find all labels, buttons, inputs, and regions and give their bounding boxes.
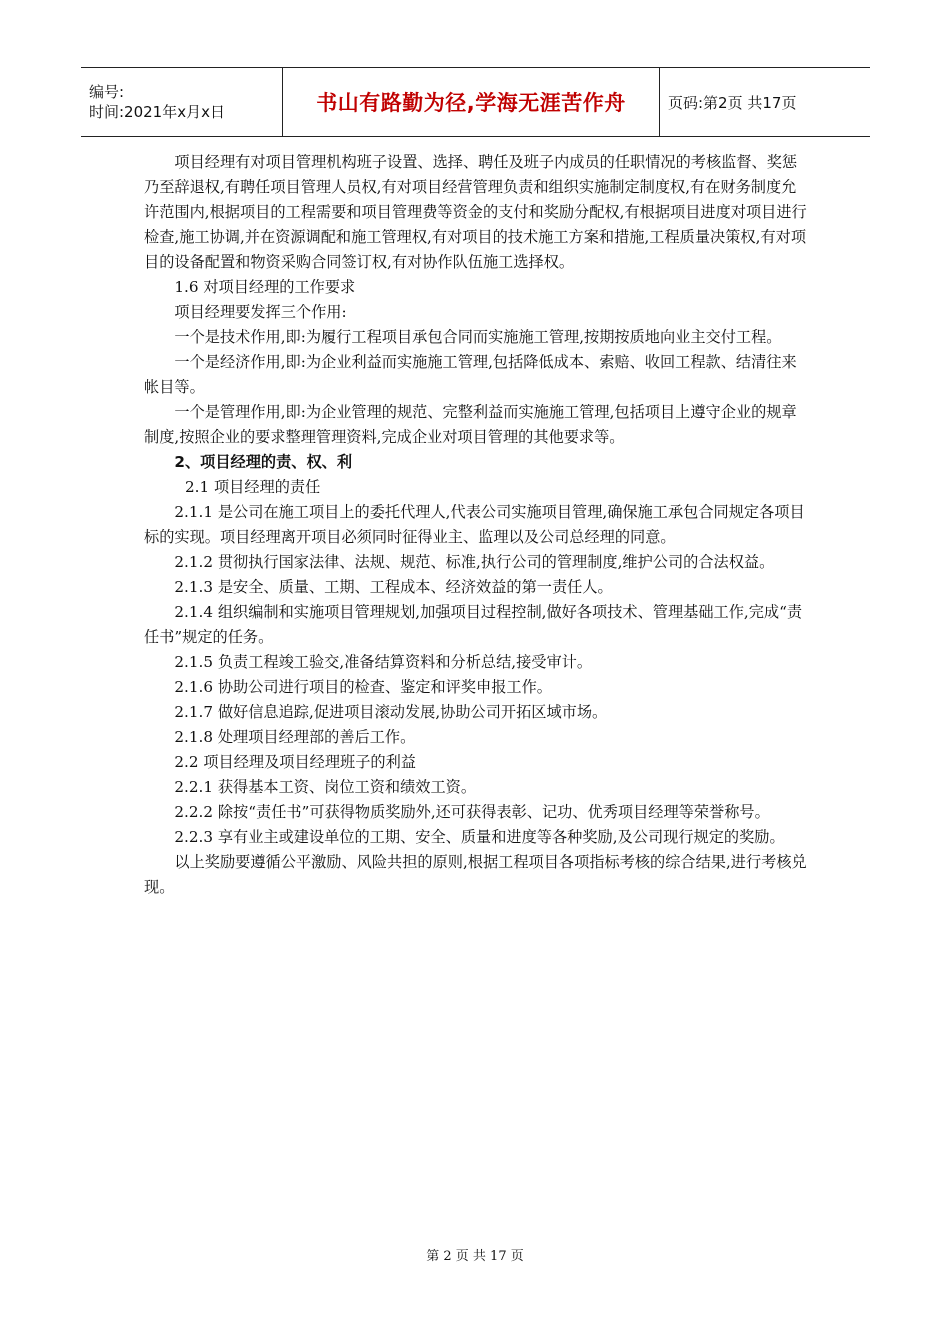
section-1-6-title: 1.6 对项目经理的工作要求 <box>174 278 356 296</box>
document-body <box>144 150 810 900</box>
paragraph: 2.2.2 除按“责任书”可获得物质奖励外,还可获得表彰、记功、优秀项目经理等荣誉称号。 <box>174 803 770 821</box>
paragraph: 2.1.3 是安全、质量、工期、工程成本、经济效益的第一责任人。 <box>174 578 613 596</box>
paragraph: 2.2.1 获得基本工资、岗位工资和绩效工资。 <box>174 778 477 796</box>
paragraph: 2.1.1 是公司在施工项目上的委托代理人,代表公司实施项目管理,确保施工承包合同规定各项目标的实现。项目经理离开项目必须同时征得业主、监理以及公司总经理的同意。 <box>144 503 805 546</box>
paragraph: 以上奖励要遵循公平激励、风险共担的原则,根据工程项目各项指标考核的综合结果,进行考核兑现。 <box>144 853 807 896</box>
header-meta <box>81 68 283 136</box>
paragraph: 2.1.7 做好信息追踪,促进项目滚动发展,协助公司开拓区域市场。 <box>174 703 608 721</box>
paragraph-authority: 项目经理有对项目管理机构班子设置、选择、聘任及班子内成员的任职情况的考核监督、奖惩乃至辞退权,有聘任项目管理人员权,有对项目经营管理负责和组织实施制定制度权,有在财务制度允许范围内,根据项目的工程需要和项目管理费等资金的支付和奖励分配权,有根据项目进度对项目进行检查,施工协调,并在资源调配和施工管理权,有对项目的技术施工方案和措施,工程质量决策权,有对项目的设备配置和物资采购合同签订权,有对协作队伍施工选择权。 <box>144 153 807 271</box>
paragraph: 2.1.4 组织编制和实施项目管理规划,加强项目过程控制,做好各项技术、管理基础工作,完成“责任书”规定的任务。 <box>144 603 803 646</box>
paragraph: 2.1.6 协助公司进行项目的检查、鉴定和评奖申报工作。 <box>174 678 552 696</box>
paragraph: 项目经理要发挥三个作用: <box>174 303 347 321</box>
page-footer: 第 2 页 共 17 页 <box>426 1249 524 1264</box>
document-number-label: 编号: <box>89 83 125 101</box>
paragraph: 2.1.2 贯彻执行国家法律、法规、规范、标准,执行公司的管理制度,维护公司的合法权益。 <box>174 553 775 571</box>
paragraph: 2.1.5 负责工程竣工验交,准备结算资料和分析总结,接受审计。 <box>174 653 593 671</box>
paragraph: 2.2.3 享有业主或建设单位的工期、安全、质量和进度等各种奖励,及公司现行规定的奖励。 <box>174 828 785 846</box>
paragraph: 一个是经济作用,即:为企业利益而实施施工管理,包括降低成本、索赔、收回工程款、结清往来帐目等。 <box>144 353 797 396</box>
page-header <box>81 67 870 137</box>
document-date-label: 时间:2021年x月x日 <box>89 103 225 121</box>
header-motto: 书山有路勤为径,学海无涯苦作舟 <box>283 68 660 136</box>
section-2-2-title: 2.2 项目经理及项目经理班子的利益 <box>174 753 416 771</box>
paragraph: 一个是管理作用,即:为企业管理的规范、完整利益而实施施工管理,包括项目上遵守企业的规章制度,按照企业的要求整理管理资料,完成企业对项目管理的其他要求等。 <box>144 403 797 446</box>
section-2-heading: 2、项目经理的责、权、利 <box>174 453 353 471</box>
paragraph: 一个是技术作用,即:为履行工程项目承包合同而实施施工管理,按期按质地向业主交付工程。 <box>174 328 782 346</box>
paragraph: 2.1.8 处理项目经理部的善后工作。 <box>174 728 416 746</box>
section-2-1-title: 2.1 项目经理的责任 <box>185 478 321 496</box>
header-page-number: 页码:第2页 共17页 <box>668 93 797 112</box>
